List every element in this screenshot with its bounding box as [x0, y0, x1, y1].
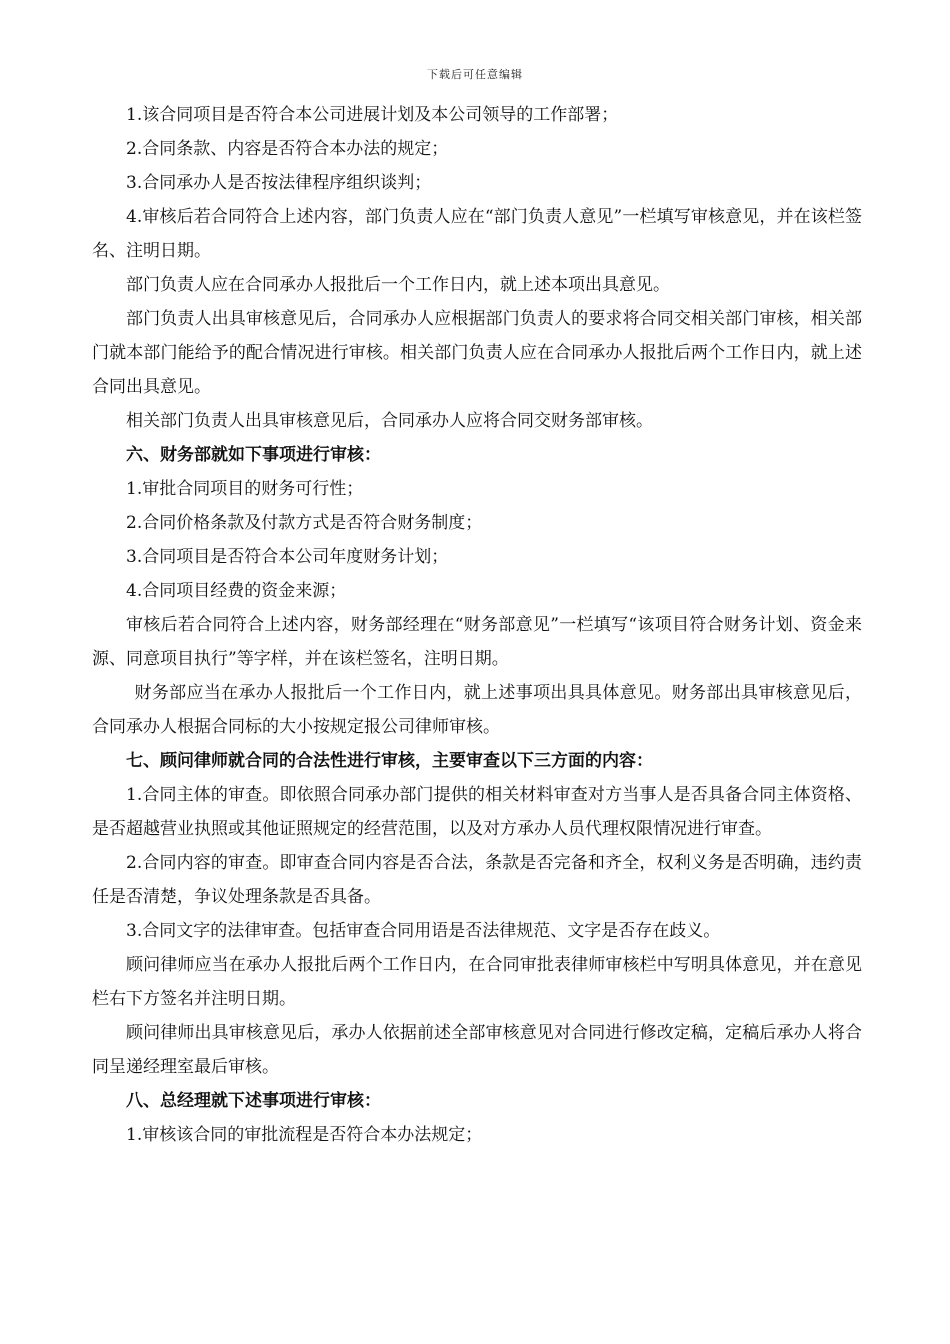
- paragraph-gm-item-1: 1.审核该合同的审批流程是否符合本办法规定；: [126, 1125, 483, 1145]
- section-heading-lawyer: 七、顾问律师就合同的合法性进行审核，主要审查以下三方面的内容：: [126, 751, 653, 771]
- paragraph-to-finance: 相关部门负责人出具审核意见后，合同承办人应将合同交财务部审核。: [126, 411, 653, 431]
- paragraph-finance-item-3: 3.合同项目是否符合本公司年度财务计划；: [126, 547, 449, 567]
- paragraph-item-3: 3.合同承办人是否按法律程序组织谈判；: [126, 173, 432, 193]
- paragraph-item-1: 1.该合同项目是否符合本公司进展计划及本公司领导的工作部署；: [126, 105, 619, 125]
- paragraph-item-4: 4.审核后若合同符合上述内容，部门负责人应在“部门负责人意见”一栏填写审核意见，并在该栏签名、注明日期。: [92, 207, 862, 261]
- section-heading-gm: 八、总经理就下述事项进行审核：: [126, 1091, 381, 1111]
- document-body: [92, 98, 862, 1152]
- paragraph-item-2: 2.合同条款、内容是否符合本办法的规定；: [126, 139, 449, 159]
- paragraph-finance-item-4: 4.合同项目经费的资金来源；: [126, 581, 347, 601]
- paragraph-finance-item-2: 2.合同价格条款及付款方式是否符合财务制度；: [126, 513, 483, 533]
- paragraph-dept-deadline: 部门负责人应在合同承办人报批后一个工作日内，就上述本项出具意见。: [126, 275, 670, 295]
- page-header: 下载后可任意编辑: [427, 68, 523, 81]
- paragraph-lawyer-item-1: 1.合同主体的审查。即依照合同承办部门提供的相关材料审查对方当事人是否具备合同主体资格、是否超越营业执照或其他证照规定的经营范围，以及对方承办人员代理权限情况进行审查。: [92, 785, 862, 839]
- paragraph-finance-deadline: 财务部应当在承办人报批后一个工作日内，就上述事项出具具体意见。财务部出具审核意见后，合同承办人根据合同标的大小按规定报公司律师审核。: [92, 683, 862, 737]
- paragraph-finance-item-1: 1.审批合同项目的财务可行性；: [126, 479, 364, 499]
- paragraph-finance-sign: 审核后若合同符合上述内容，财务部经理在“财务部意见”一栏填写“该项目符合财务计划、资金来源、同意项目执行”等字样，并在该栏签名，注明日期。: [92, 615, 862, 669]
- section-heading-finance: 六、财务部就如下事项进行审核：: [126, 445, 381, 465]
- paragraph-related-dept: 部门负责人出具审核意见后，合同承办人应根据部门负责人的要求将合同交相关部门审核，相关部门就本部门能给予的配合情况进行审核。相关部门负责人应在合同承办人报批后两个工作日内，就上述合同出具意见。: [92, 309, 862, 397]
- paragraph-lawyer-final: 顾问律师出具审核意见后，承办人依据前述全部审核意见对合同进行修改定稿，定稿后承办人将合同呈递经理室最后审核。: [92, 1023, 862, 1077]
- paragraph-lawyer-deadline: 顾问律师应当在承办人报批后两个工作日内，在合同审批表律师审核栏中写明具体意见，并在意见栏右下方签名并注明日期。: [92, 955, 862, 1009]
- paragraph-lawyer-item-3: 3.合同文字的法律审查。包括审查合同用语是否法律规范、文字是否存在歧义。: [126, 921, 721, 941]
- paragraph-lawyer-item-2: 2.合同内容的审查。即审查合同内容是否合法，条款是否完备和齐全，权利义务是否明确，违约责任是否清楚，争议处理条款是否具备。: [92, 853, 862, 907]
